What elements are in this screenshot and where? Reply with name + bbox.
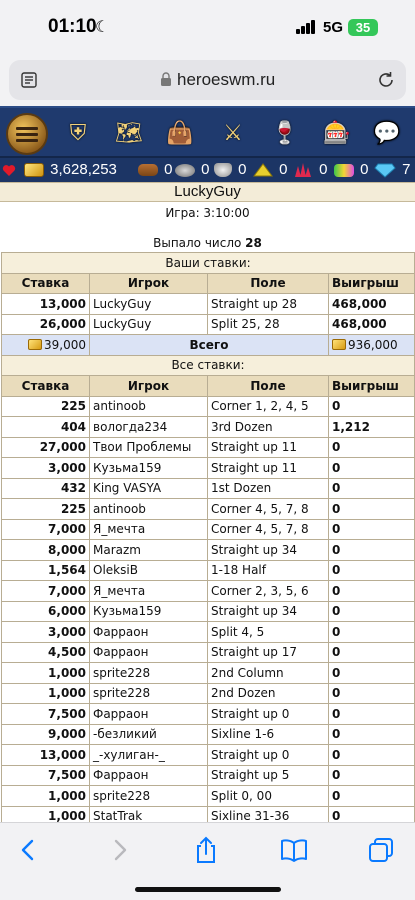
gems-resource — [334, 161, 369, 179]
chat-bubble-icon[interactable]: 💬 — [373, 121, 401, 146]
bet-winnings: 0 — [329, 806, 415, 822]
col-player-header: Игрок — [90, 273, 208, 294]
bet-row — [2, 437, 415, 458]
map-scroll-icon[interactable]: 🗺 — [115, 121, 143, 146]
bet-player[interactable]: LuckyGuy — [90, 294, 208, 315]
gold-icon — [28, 339, 42, 350]
bet-field: Straight up 11 — [208, 458, 329, 479]
bet-amount: 1,000 — [2, 806, 90, 822]
resource-bar — [0, 158, 415, 182]
total-row — [2, 335, 415, 356]
battery-level: 35 — [355, 20, 371, 35]
bet-player[interactable]: Кузьма159 — [90, 458, 208, 479]
bet-field: Straight up 34 — [208, 540, 329, 561]
bet-field: 2nd Column — [208, 663, 329, 684]
bet-winnings: 468,000 — [329, 314, 415, 335]
mercury-icon — [214, 163, 232, 177]
bet-field: Corner 2, 3, 5, 6 — [208, 581, 329, 602]
bet-winnings: 0 — [329, 683, 415, 704]
bet-row — [2, 458, 415, 479]
bet-field: Straight up 0 — [208, 745, 329, 766]
bet-winnings: 0 — [329, 458, 415, 479]
bet-player[interactable]: OleksiB — [90, 560, 208, 581]
sulfur-icon — [253, 163, 273, 177]
diamonds-amount: 7 — [402, 161, 411, 178]
bet-amount: 8,000 — [2, 540, 90, 561]
bet-row — [2, 745, 415, 766]
bet-amount: 1,564 — [2, 560, 90, 581]
bet-row — [2, 724, 415, 745]
bet-field: Straight up 34 — [208, 601, 329, 622]
col-win-header: Выигрыш — [329, 376, 415, 397]
bet-field: 1-18 Half — [208, 560, 329, 581]
bet-field: Corner 4, 5, 7, 8 — [208, 519, 329, 540]
status-time: 01:10 — [48, 16, 97, 37]
bet-amount: 4,500 — [2, 642, 90, 663]
bet-row — [2, 704, 415, 725]
bet-row — [2, 806, 415, 822]
col-field-header: Поле — [208, 376, 329, 397]
game-navigation-bar — [0, 106, 415, 158]
bet-row — [2, 396, 415, 417]
bet-amount: 9,000 — [2, 724, 90, 745]
bet-field: Straight up 28 — [208, 294, 329, 315]
bet-winnings: 0 — [329, 704, 415, 725]
address-bar[interactable] — [9, 60, 406, 100]
bet-row — [2, 622, 415, 643]
bet-field: Straight up 0 — [208, 704, 329, 725]
bet-player[interactable]: Фарраон — [90, 642, 208, 663]
bet-field: Split 25, 28 — [208, 314, 329, 335]
bet-amount: 404 — [2, 417, 90, 438]
bet-player[interactable]: StatTrak — [90, 806, 208, 822]
bet-row — [2, 642, 415, 663]
bet-player[interactable]: -безликий — [90, 724, 208, 745]
bet-winnings: 468,000 — [329, 294, 415, 315]
reader-mode-icon[interactable] — [21, 72, 37, 88]
bet-row — [2, 478, 415, 499]
home-indicator — [135, 887, 281, 892]
bet-winnings: 0 — [329, 622, 415, 643]
bet-row — [2, 786, 415, 807]
bet-row — [2, 499, 415, 520]
bet-amount: 7,500 — [2, 704, 90, 725]
bet-field: Corner 4, 5, 7, 8 — [208, 499, 329, 520]
back-icon[interactable] — [14, 835, 44, 865]
tabs-icon[interactable] — [366, 835, 396, 865]
crystals-resource — [293, 161, 328, 179]
wood-amount: 0 — [164, 161, 173, 178]
gems-amount: 0 — [360, 161, 369, 178]
bet-winnings: 0 — [329, 396, 415, 417]
bet-field: 3rd Dozen — [208, 417, 329, 438]
bet-row — [2, 663, 415, 684]
bet-field: Sixline 31-36 — [208, 806, 329, 822]
gems-icon — [334, 164, 354, 177]
bet-row — [2, 601, 415, 622]
wood-icon — [138, 164, 158, 176]
bet-field: Straight up 5 — [208, 765, 329, 786]
bet-winnings: 0 — [329, 581, 415, 602]
bet-amount: 6,000 — [2, 601, 90, 622]
bet-winnings: 0 — [329, 601, 415, 622]
bet-row — [2, 540, 415, 561]
bet-amount: 1,000 — [2, 663, 90, 684]
roulette-results-page — [0, 182, 415, 822]
bet-winnings: 0 — [329, 642, 415, 663]
bet-field: Split 0, 00 — [208, 786, 329, 807]
gold-amount: 3,628,253 — [50, 161, 117, 178]
bet-player[interactable]: King VASYA — [90, 478, 208, 499]
bet-amount: 225 — [2, 499, 90, 520]
all-bets-title: Все ставки: — [2, 355, 415, 376]
gold-icon — [24, 163, 44, 177]
bet-row — [2, 560, 415, 581]
bet-row — [2, 314, 415, 335]
share-icon[interactable] — [191, 835, 221, 865]
col-player-header: Игрок — [90, 376, 208, 397]
gold-icon — [332, 339, 346, 350]
bet-player[interactable]: Я_мечта — [90, 519, 208, 540]
col-bet-header: Ставка — [2, 376, 90, 397]
bet-row — [2, 519, 415, 540]
forward-icon[interactable] — [104, 835, 134, 865]
menu-icon[interactable] — [6, 113, 48, 155]
bet-winnings: 0 — [329, 560, 415, 581]
bet-amount: 432 — [2, 478, 90, 499]
signal-icon — [296, 20, 316, 34]
all-bets-header — [2, 376, 415, 397]
bet-row — [2, 581, 415, 602]
bet-field: Straight up 11 — [208, 437, 329, 458]
bet-amount: 27,000 — [2, 437, 90, 458]
ios-status-bar — [0, 0, 415, 56]
bet-winnings: 0 — [329, 437, 415, 458]
bet-player[interactable]: Фарраон — [90, 704, 208, 725]
bet-amount: 3,000 — [2, 458, 90, 479]
mercury-resource — [214, 161, 247, 179]
knight-helmet-icon[interactable]: ⛨ — [69, 121, 87, 146]
bet-row — [2, 294, 415, 315]
network-type: 5G — [323, 19, 344, 36]
sulfur-resource — [253, 161, 288, 179]
game-info — [0, 204, 415, 252]
col-win-header: Выигрыш — [329, 273, 415, 294]
bet-field: Straight up 17 — [208, 642, 329, 663]
roulette-icon[interactable]: 🎰 — [323, 121, 351, 146]
ore-amount: 0 — [201, 161, 210, 178]
crossed-swords-icon[interactable]: ⚔ — [223, 121, 243, 146]
moon-icon: ☾ — [95, 17, 110, 36]
bet-amount: 7,000 — [2, 581, 90, 602]
bet-amount: 13,000 — [2, 745, 90, 766]
total-label: Всего — [90, 335, 329, 356]
total-win: 936,000 — [348, 337, 398, 352]
bet-player[interactable]: Я_мечта — [90, 581, 208, 602]
drawn-number-label: Выпало число — [153, 236, 242, 250]
diamonds-resource — [374, 161, 411, 179]
wood-resource — [138, 161, 173, 179]
ore-icon — [175, 164, 195, 177]
game-time: Игра: 3:10:00 — [165, 206, 250, 220]
sulfur-amount: 0 — [279, 161, 288, 178]
bet-amount: 1,000 — [2, 683, 90, 704]
lock-icon — [160, 72, 172, 86]
bet-amount: 225 — [2, 396, 90, 417]
bet-field: Corner 1, 2, 4, 5 — [208, 396, 329, 417]
bet-row — [2, 765, 415, 786]
bet-amount: 13,000 — [2, 294, 90, 315]
my-bets-title: Ваши ставки: — [2, 253, 415, 274]
crystals-icon — [293, 163, 313, 178]
bet-winnings: 0 — [329, 540, 415, 561]
reload-icon[interactable] — [376, 70, 396, 90]
bet-winnings: 0 — [329, 724, 415, 745]
bet-player[interactable]: Кузьма159 — [90, 601, 208, 622]
mercury-amount: 0 — [238, 161, 247, 178]
inventory-bag-icon[interactable]: 👜 — [166, 121, 194, 146]
bet-field: 1st Dozen — [208, 478, 329, 499]
bet-amount: 26,000 — [2, 314, 90, 335]
bet-field: Split 4, 5 — [208, 622, 329, 643]
drawn-number-line — [0, 234, 415, 252]
bet-amount: 7,000 — [2, 519, 90, 540]
col-bet-header: Ставка — [2, 273, 90, 294]
bet-winnings: 0 — [329, 786, 415, 807]
bet-player[interactable]: _-хулиган-_ — [90, 745, 208, 766]
bet-field: Sixline 1-6 — [208, 724, 329, 745]
bet-winnings: 0 — [329, 745, 415, 766]
bet-winnings: 0 — [329, 478, 415, 499]
crystals-amount: 0 — [319, 161, 328, 178]
battery-icon — [348, 19, 378, 36]
drawn-number: 28 — [245, 236, 262, 250]
bet-player[interactable]: Фарраон — [90, 765, 208, 786]
ore-resource — [175, 161, 210, 179]
bet-player[interactable]: sprite228 — [90, 683, 208, 704]
player-name[interactable]: LuckyGuy — [0, 182, 415, 202]
bet-winnings: 0 — [329, 663, 415, 684]
bet-player[interactable]: sprite228 — [90, 786, 208, 807]
bet-winnings: 0 — [329, 519, 415, 540]
bets-table — [1, 252, 415, 822]
bet-player[interactable]: вологда234 — [90, 417, 208, 438]
bet-row — [2, 683, 415, 704]
bet-winnings: 0 — [329, 499, 415, 520]
bet-amount: 1,000 — [2, 786, 90, 807]
bet-winnings: 1,212 — [329, 417, 415, 438]
bet-player[interactable]: antinoob — [90, 396, 208, 417]
heart-icon — [2, 164, 16, 177]
browser-address-area — [0, 56, 415, 106]
bet-winnings: 0 — [329, 765, 415, 786]
diamond-icon — [374, 163, 396, 178]
bet-player[interactable]: Marazm — [90, 540, 208, 561]
bet-field: 2nd Dozen — [208, 683, 329, 704]
bet-player[interactable]: LuckyGuy — [90, 314, 208, 335]
bet-amount: 7,500 — [2, 765, 90, 786]
bookmarks-icon[interactable] — [279, 835, 309, 865]
gold-resource — [24, 161, 117, 179]
bet-player[interactable]: Фарраон — [90, 622, 208, 643]
url-text[interactable]: heroeswm.ru — [177, 70, 276, 89]
safari-toolbar — [0, 822, 415, 900]
col-field-header: Поле — [208, 273, 329, 294]
tavern-goblet-icon[interactable]: 🍷 — [271, 121, 299, 146]
bet-player[interactable]: sprite228 — [90, 663, 208, 684]
my-bets-header — [2, 273, 415, 294]
total-bet: 39,000 — [44, 337, 86, 352]
bet-amount: 3,000 — [2, 622, 90, 643]
bet-player[interactable]: antinoob — [90, 499, 208, 520]
bet-player[interactable]: Твои Проблемы — [90, 437, 208, 458]
bet-row — [2, 417, 415, 438]
